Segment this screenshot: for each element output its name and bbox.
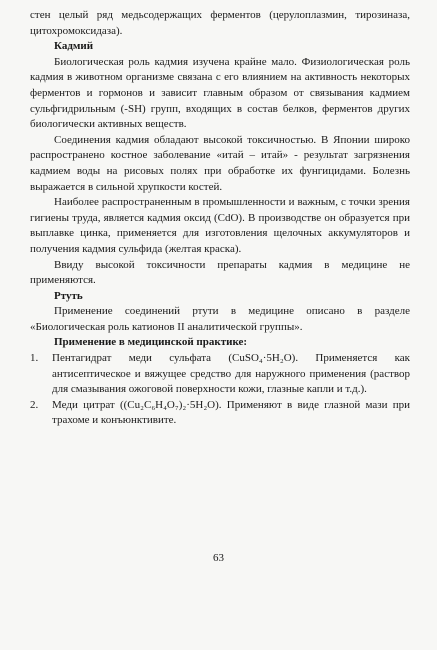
- section-heading-cadmium: Кадмий: [54, 40, 94, 53]
- list-item: [30, 351, 410, 398]
- list-item-number: 2.: [30, 398, 39, 411]
- paragraph-continuation: стен целый ряд медьсодержащих ферментов (церулоплазмин, тирозиназа, цитохромоксидаза).: [30, 9, 410, 37]
- section-heading-mercury: Ртуть: [54, 289, 83, 302]
- list-item-text: Пентагидрат меди сульфата (CuSO₄·5H₂O). Применяется как антисептическое и вяжущее средство для наружного применения (раствор для смазывания ожоговой поверхности кожи, глазные капли и т.д.).: [52, 352, 410, 396]
- list-item-text: Меди цитрат ((Cu₂C₆H₄O₇)₂·5H₂O). Применяют в виде глазной мази при трахоме и конъюнктивите.: [52, 398, 410, 427]
- page-text: [30, 8, 410, 429]
- list-item-number: 1.: [30, 352, 39, 365]
- list-item: [30, 398, 410, 429]
- paragraph-mercury: Применение соединений ртути в медицине описано в разделе «Биологическая роль катионов II аналитической группы».: [30, 305, 410, 333]
- page-number: 63: [213, 552, 224, 564]
- paragraph-cadmium-oxide: Наиболее распространенным в промышленности и важным, с точки зрения гигиены труда, является кадмия оксид (CdO). В производстве он образуется при выплавке цинка, применяется для изготовления щелочных аккумуляторов и получения кадмия сульфида (желтая краска).: [30, 196, 410, 255]
- paragraph-cadmium-role: Биологическая роль кадмия изучена крайне мало. Физиологическая роль кадмия в животном организме связана с его влиянием на активность некоторых ферментов и гормонов и зависит главным образом от связывания кадмием сульфгидрильным (-SH) групп, входящих в состав белков, ферментов других биологически активных веществ.: [30, 55, 410, 131]
- application-list: [30, 351, 410, 429]
- paragraph-cadmium-medicine: Ввиду высокой токсичности препараты кадмия в медицине не применяются.: [30, 258, 410, 287]
- paragraph-cadmium-toxicity: Соединения кадмия обладают высокой токсичностью. В Японии широко распространено костное заболевание «итай – итай» - результат загрязнения кадмием воды на рисовых полях при обработке их фунгицидами. Болезнь выражается в сильной хрупкости костей.: [30, 133, 410, 193]
- section-heading-application: Применение в медицинской практике:: [54, 336, 248, 349]
